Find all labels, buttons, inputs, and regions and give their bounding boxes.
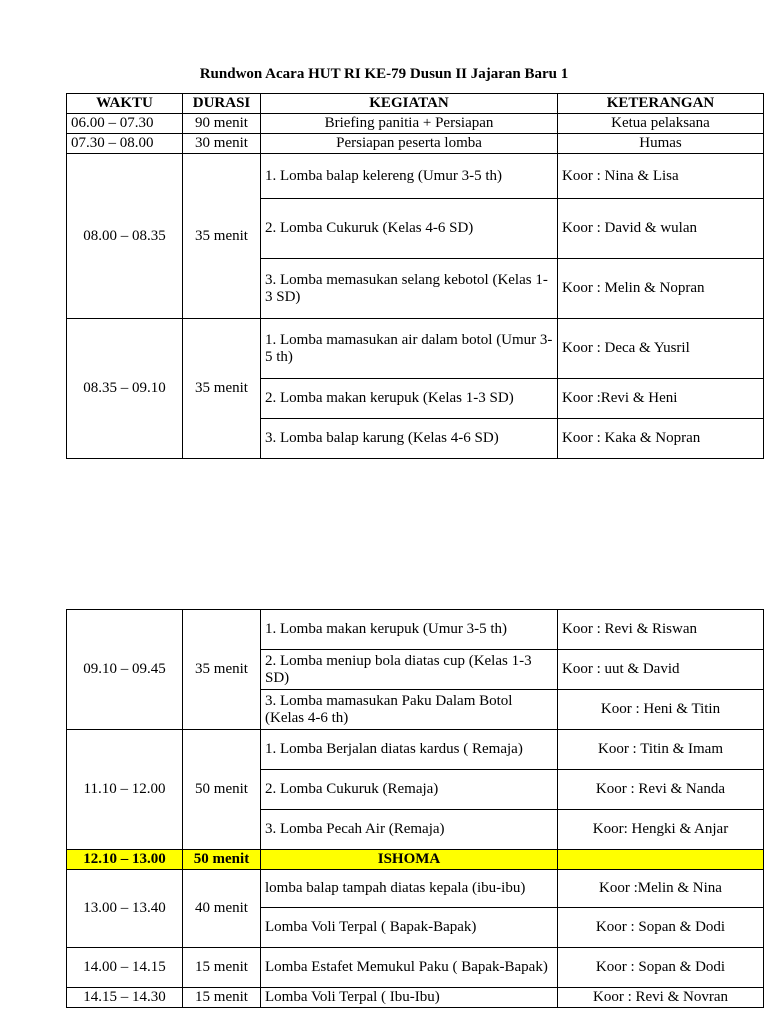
kegiatan-cell: 1. Lomba mamasukan air dalam botol (Umur 3-5 th) [261,319,558,379]
durasi-cell: 50 menit [183,850,261,870]
table-row [67,319,764,379]
kegiatan-cell: 3. Lomba memasukan selang kebotol (Kelas 1-3 SD) [261,259,558,319]
keterangan-cell: Koor : Sopan & Dodi [558,948,764,988]
keterangan-cell: Humas [558,134,764,154]
schedule-table-2 [66,609,764,1008]
durasi-cell: 90 menit [183,114,261,134]
durasi-cell: 15 menit [183,948,261,988]
waktu-cell: 13.00 – 13.40 [67,870,183,948]
table-row [67,114,764,134]
durasi-cell: 30 menit [183,134,261,154]
document-title: Rundwon Acara HUT RI KE-79 Dusun II Jajaran Baru 1 [199,66,569,82]
keterangan-cell: Koor : Deca & Yusril [558,319,764,379]
durasi-cell: 35 menit [183,610,261,730]
keterangan-cell: Koor : Revi & Nanda [558,770,764,810]
kegiatan-cell: 3. Lomba Pecah Air (Remaja) [261,810,558,850]
keterangan-cell: Koor: Hengki & Anjar [558,810,764,850]
table-row [67,948,764,988]
waktu-cell: 08.35 – 09.10 [67,319,183,459]
kegiatan-cell: 2. Lomba Cukuruk (Kelas 4-6 SD) [261,199,558,259]
table-row [67,154,764,199]
kegiatan-cell: lomba balap tampah diatas kepala (ibu-ibu) [261,870,558,908]
durasi-cell: 50 menit [183,730,261,850]
keterangan-cell: Koor : Kaka & Nopran [558,419,764,459]
keterangan-cell [558,850,764,870]
kegiatan-cell: Persiapan peserta lomba [261,134,558,154]
table-row [67,610,764,650]
keterangan-cell: Koor : Revi & Novran [558,988,764,1008]
waktu-cell: 08.00 – 08.35 [67,154,183,319]
table-row [67,730,764,770]
kegiatan-cell: 1. Lomba Berjalan diatas kardus ( Remaja) [261,730,558,770]
header-durasi: DURASI [183,94,261,114]
durasi-cell: 40 menit [183,870,261,948]
kegiatan-cell: 1. Lomba balap kelereng (Umur 3-5 th) [261,154,558,199]
schedule-table-1 [66,93,764,459]
keterangan-cell: Koor :Revi & Heni [558,379,764,419]
waktu-cell: 06.00 – 07.30 [67,114,183,134]
kegiatan-cell: 3. Lomba mamasukan Paku Dalam Botol (Kelas 4-6 th) [261,690,558,730]
ishoma-row [67,850,764,870]
table-row [67,134,764,154]
durasi-cell: 35 menit [183,154,261,319]
kegiatan-cell: Lomba Voli Terpal ( Bapak-Bapak) [261,908,558,948]
keterangan-cell: Koor : Melin & Nopran [558,259,764,319]
header-waktu: WAKTU [67,94,183,114]
kegiatan-cell: 3. Lomba balap karung (Kelas 4-6 SD) [261,419,558,459]
kegiatan-cell: 2. Lomba makan kerupuk (Kelas 1-3 SD) [261,379,558,419]
keterangan-cell: Koor : Revi & Riswan [558,610,764,650]
waktu-cell: 11.10 – 12.00 [67,730,183,850]
kegiatan-cell: 1. Lomba makan kerupuk (Umur 3-5 th) [261,610,558,650]
header-kegiatan: KEGIATAN [261,94,558,114]
table-header-row [67,94,764,114]
keterangan-cell: Koor : Nina & Lisa [558,154,764,199]
keterangan-cell: Koor : Sopan & Dodi [558,908,764,948]
kegiatan-cell: 2. Lomba meniup bola diatas cup (Kelas 1-3 SD) [261,650,558,690]
kegiatan-cell: Briefing panitia + Persiapan [261,114,558,134]
waktu-cell: 12.10 – 13.00 [67,850,183,870]
durasi-cell: 15 menit [183,988,261,1008]
keterangan-cell: Koor :Melin & Nina [558,870,764,908]
table-row [67,988,764,1008]
waktu-cell: 14.15 – 14.30 [67,988,183,1008]
kegiatan-cell: 2. Lomba Cukuruk (Remaja) [261,770,558,810]
header-keterangan: KETERANGAN [558,94,764,114]
kegiatan-cell: Lomba Voli Terpal ( Ibu-Ibu) [261,988,558,1008]
keterangan-cell: Koor : Heni & Titin [558,690,764,730]
waktu-cell: 09.10 – 09.45 [67,610,183,730]
keterangan-cell: Koor : David & wulan [558,199,764,259]
kegiatan-cell: Lomba Estafet Memukul Paku ( Bapak-Bapak) [261,948,558,988]
durasi-cell: 35 menit [183,319,261,459]
waktu-cell: 07.30 – 08.00 [67,134,183,154]
kegiatan-cell: ISHOMA [261,850,558,870]
waktu-cell: 14.00 – 14.15 [67,948,183,988]
keterangan-cell: Koor : uut & David [558,650,764,690]
table-row [67,870,764,908]
keterangan-cell: Ketua pelaksana [558,114,764,134]
keterangan-cell: Koor : Titin & Imam [558,730,764,770]
